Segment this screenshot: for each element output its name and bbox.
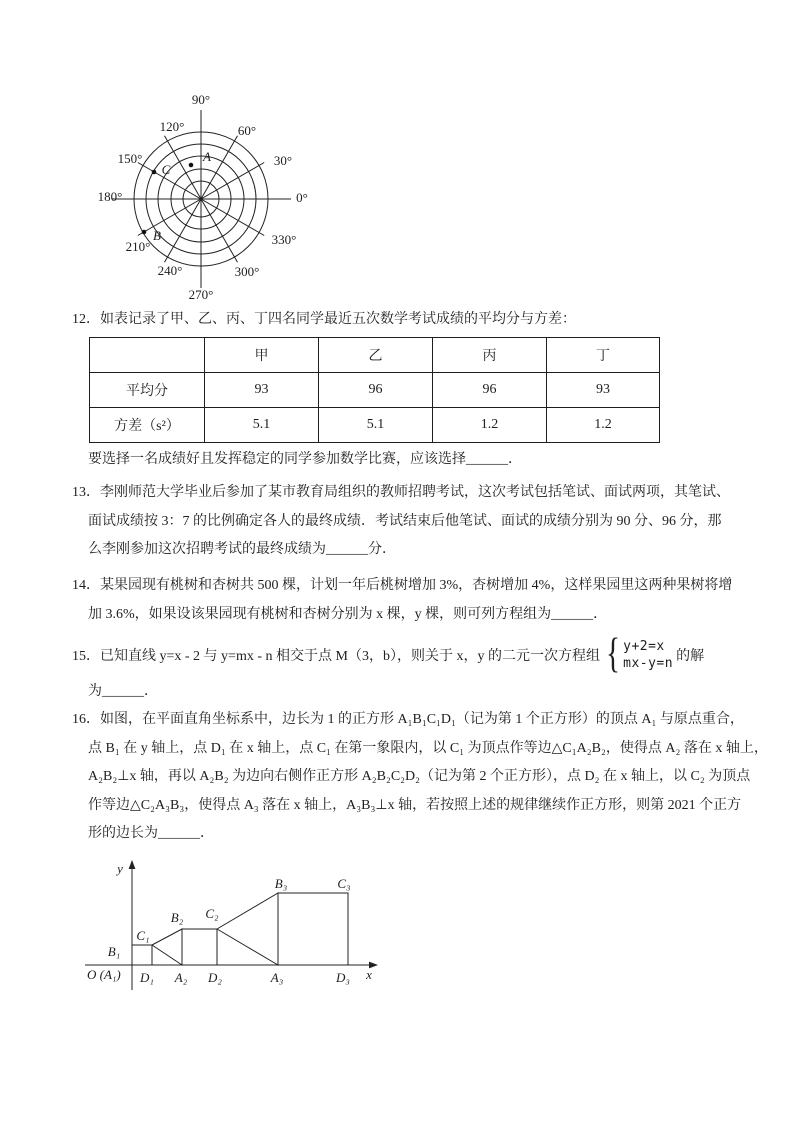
label-C1: C₁: [136, 928, 150, 943]
question-14-text: 某果园现有桃树和杏树共 500 棵，计划一年后桃树增加 3%，杏树增加 4%，这样果园里这两种果树将增: [100, 578, 733, 593]
squares-and-triangles: [132, 893, 348, 965]
square-1: [132, 945, 152, 965]
angle-label-150: 150°: [117, 150, 143, 166]
question-12-intro-line: [72, 306, 576, 335]
angle-label-210: 210°: [125, 238, 151, 254]
table-cell: 1.2: [547, 408, 660, 443]
score-table-variance-row: [90, 408, 660, 443]
table-row-label: 方差（s²）: [90, 408, 205, 443]
question-16: [72, 706, 768, 849]
label-B1: B₁: [107, 944, 121, 959]
question-15-text-pre: 已知直线 y=x - 2 与 y=mx - n 相交于点 M（3，b），则关于 x，y 的二元一次方程组: [100, 649, 600, 664]
angle-label-270: 270°: [188, 286, 214, 302]
angle-label-300: 300°: [234, 263, 260, 279]
table-cell: 5.1: [319, 408, 433, 443]
label-D2: D₂: [208, 970, 222, 985]
question-13-line-1: [72, 479, 748, 508]
table-cell: 96: [319, 373, 433, 408]
point-A-label: A: [203, 149, 211, 164]
angle-label-90: 90°: [191, 91, 211, 107]
question-16-number: 16．: [72, 712, 100, 727]
point-B-dot: [142, 230, 147, 235]
question-12-intro-text: 如表记录了甲、乙、丙、丁四名同学最近五次数学考试成绩的平均分与方差：: [100, 312, 576, 327]
question-14-number: 14．: [72, 578, 100, 593]
table-cell: 5.1: [205, 408, 319, 443]
question-13-text: 李刚师范大学毕业后参加了某市教育局组织的教师招聘考试，这次考试包括笔试、面试两项，其笔试、: [100, 485, 730, 500]
question-16-line-5: 形的边长为______．: [88, 826, 214, 842]
question-13-number: 13．: [72, 485, 100, 500]
origin-label: O (A₁): [87, 967, 121, 982]
angle-label-60: 60°: [237, 122, 257, 138]
question-16-line-1: [72, 706, 748, 735]
question-15-line-2: 为______．: [88, 684, 158, 699]
question-16-line-2: 点 B₁ 在 y 轴上，点 D₁ 在 x 轴上，点 C₁ 在第一象限内，以 C₁ 为顶点作等边△C₁A₂B₂，使得点 A₂ 落在 x 轴上，: [88, 740, 768, 756]
score-table-average-row: [90, 373, 660, 408]
question-15-line-1: [72, 632, 748, 678]
angle-label-330: 330°: [271, 231, 297, 247]
question-16-text: 如图，在平面直角坐标系中，边长为 1 的正方形 A₁B₁C₁D₁（记为第 1 个正方形）的顶点 A₁ 与原点重合，: [100, 712, 744, 727]
point-C-label: C: [161, 162, 171, 177]
label-A3: A₃: [270, 970, 284, 985]
angle-label-30: 30°: [273, 152, 293, 168]
question-15-text-post: 的解: [676, 649, 705, 664]
system-equation-1: y+2=x: [623, 639, 665, 654]
system-equations: [623, 638, 673, 672]
table-header-cell-blank: [90, 338, 205, 373]
square-3: [278, 893, 348, 965]
squares-coordinate-figure: [85, 856, 385, 996]
equation-system: [603, 631, 674, 678]
table-cell: 93: [205, 373, 319, 408]
system-brace: {: [605, 631, 621, 678]
table-row-label: 平均分: [90, 373, 205, 408]
table-header-cell-ding: 丁: [547, 338, 660, 373]
triangle-1: [152, 929, 182, 965]
angle-label-120: 120°: [159, 118, 185, 134]
question-15: [72, 632, 748, 707]
question-13-line-3: 么李刚参加这次招聘考试的最终成绩为______分．: [88, 542, 396, 558]
table-header-cell-yi: 乙: [319, 338, 433, 373]
question-14-line-1: [72, 572, 748, 601]
label-B2: B₂: [170, 910, 184, 925]
question-12-number: 12．: [72, 312, 100, 327]
question-13: [72, 479, 748, 565]
table-cell: 93: [547, 373, 660, 408]
label-A2: A₂: [174, 970, 188, 985]
table-cell: 1.2: [433, 408, 547, 443]
angle-label-180: 180°: [97, 188, 123, 204]
label-C3: C₃: [337, 876, 351, 891]
label-D3: D₃: [336, 970, 350, 985]
angle-label-240: 240°: [157, 262, 183, 278]
x-axis-label: x: [366, 967, 372, 982]
axes: [85, 864, 373, 990]
table-header-cell-bing: 丙: [433, 338, 547, 373]
score-table-header-row: [90, 338, 660, 373]
label-D1: D₁: [140, 970, 154, 985]
table-cell: 96: [433, 373, 547, 408]
question-15-number: 15．: [72, 649, 100, 664]
angle-label-0: 0°: [296, 189, 308, 205]
point-B-label: B: [153, 228, 161, 243]
question-16-line-3: A₂B₂⊥x 轴，再以 A₂B₂ 为边向右侧作正方形 A₂B₂C₂D₂（记为第 2 个正方形），点 D₂ 在 x 轴上，以 C₂ 为顶点: [88, 769, 751, 785]
question-12-conclusion-line: 要选择一名成绩好且发挥稳定的同学参加数学比赛，应该选择______．: [88, 452, 522, 467]
system-equation-2: mx-y=n: [623, 656, 674, 671]
question-14-line-2: 加 3.6%，如果设该果园现有桃树和杏树分别为 x 棵，y 棵，则可列方程组为______．: [88, 606, 608, 622]
polar-rays: [112, 110, 291, 288]
square-2: [182, 929, 217, 965]
table-header-cell-jia: 甲: [205, 338, 319, 373]
question-14: [72, 572, 748, 629]
point-C-dot: [152, 170, 157, 175]
question-16-line-4: 作等边△C₂A₃B₃，使得点 A₃ 落在 x 轴上，A₃B₃⊥x 轴，若按照上述的规律继续作正方形，则第 2021 个正方: [88, 797, 742, 813]
point-A-dot: [189, 163, 194, 168]
question-13-line-2: 面试成绩按 3：7 的比例确定各人的最终成绩．考试结束后他笔试、面试的成绩分别为 90 分、96 分，那: [88, 513, 722, 529]
y-axis-label: y: [117, 861, 123, 876]
figure-labels: [87, 861, 372, 985]
polar-grid-figure: [85, 88, 325, 313]
label-B3: B₃: [274, 876, 288, 891]
triangle-2: [217, 893, 278, 965]
polar-angle-labels: [98, 92, 308, 302]
label-C2: C₂: [205, 906, 219, 921]
score-table: [89, 337, 660, 443]
y-axis-arrow: [129, 860, 136, 869]
